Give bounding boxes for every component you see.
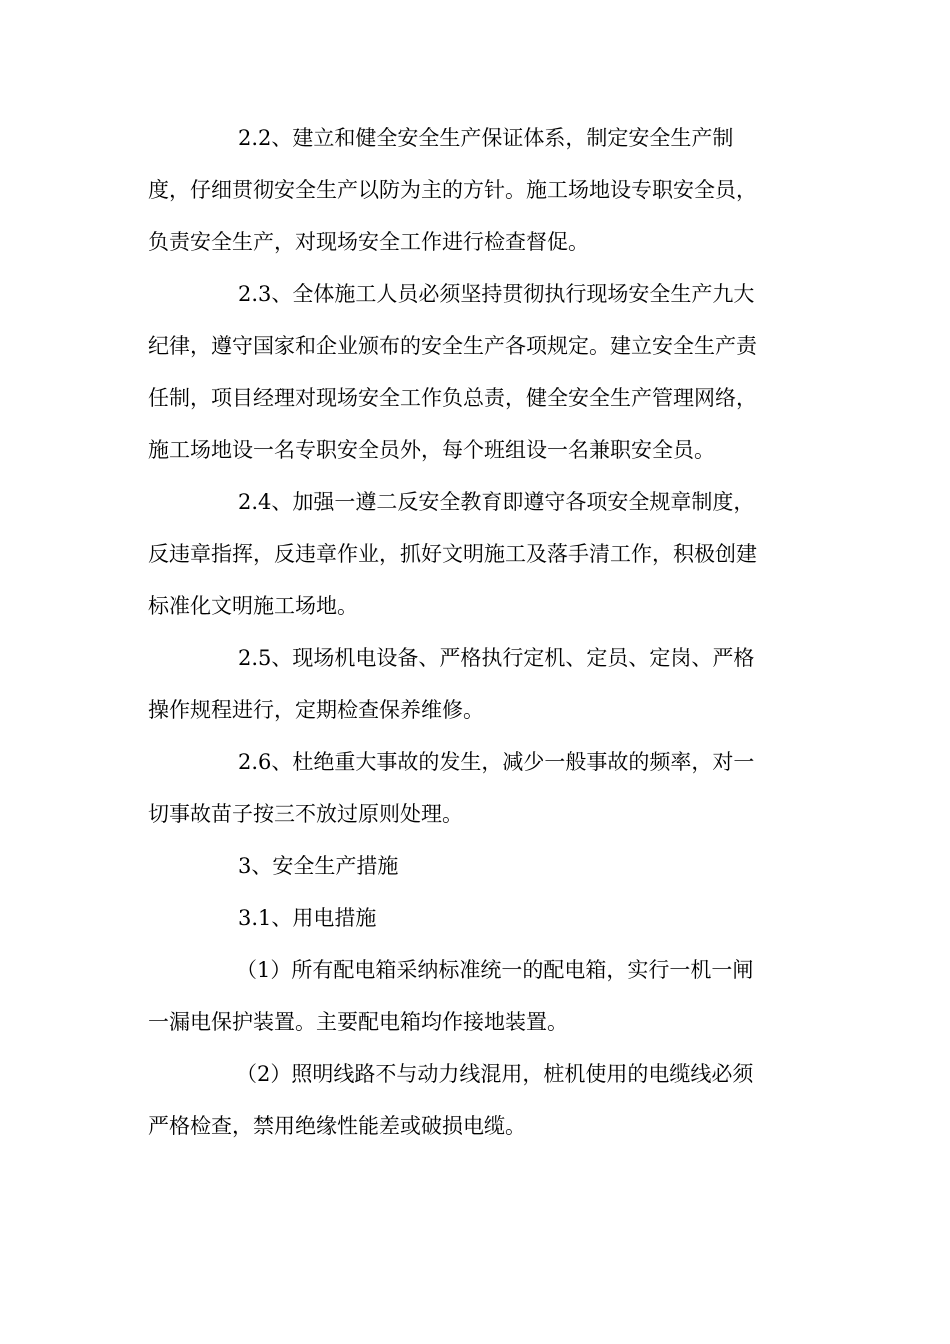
text-line: 反违章指挥，反违章作业，抓好文明施工及落手清工作，积极创建 (148, 542, 757, 566)
text-line: （1）所有配电箱采纳标准统一的配电箱，实行一机一闸 (236, 958, 754, 982)
text-line: 2.4、加强一遵二反安全教育即遵守各项安全规章制度， (238, 490, 755, 514)
text-line: 2.3、全体施工人员必须坚持贯彻执行现场安全生产九大 (238, 282, 755, 306)
text-line: 一漏电保护装置。主要配电箱均作接地装置。 (148, 1010, 568, 1034)
text-line: 2.6、杜绝重大事故的发生，减少一般事故的频率，对一 (238, 750, 755, 774)
text-line: 标准化文明施工场地。 (148, 594, 358, 618)
text-line: 操作规程进行，定期检查保养维修。 (148, 698, 484, 722)
text-line: 度，仔细贯彻安全生产以防为主的方针。施工场地设专职安全员， (148, 178, 757, 202)
document-page (148, 112, 800, 1152)
text-line: 纪律，遵守国家和企业颁布的安全生产各项规定。建立安全生产责 (148, 334, 757, 358)
text-line: 严格检查，禁用绝缘性能差或破损电缆。 (148, 1114, 526, 1138)
section-heading: 3、安全生产措施 (238, 854, 399, 878)
text-line: 任制，项目经理对现场安全工作负总责，健全安全生产管理网络， (148, 386, 757, 410)
text-line: 2.5、现场机电设备、严格执行定机、定员、定岗、严格 (238, 646, 755, 670)
text-line: 切事故苗子按三不放过原则处理。 (148, 802, 463, 826)
text-line: 施工场地设一名专职安全员外，每个班组设一名兼职安全员。 (148, 438, 715, 462)
text-line: （2）照明线路不与动力线混用，桩机使用的电缆线必须 (236, 1062, 754, 1086)
subsection-heading: 3.1、用电措施 (238, 906, 377, 930)
text-line: 2.2、建立和健全安全生产保证体系，制定安全生产制 (238, 126, 734, 150)
document-body (148, 112, 800, 1152)
text-line: 负责安全生产，对现场安全工作进行检查督促。 (148, 230, 589, 254)
